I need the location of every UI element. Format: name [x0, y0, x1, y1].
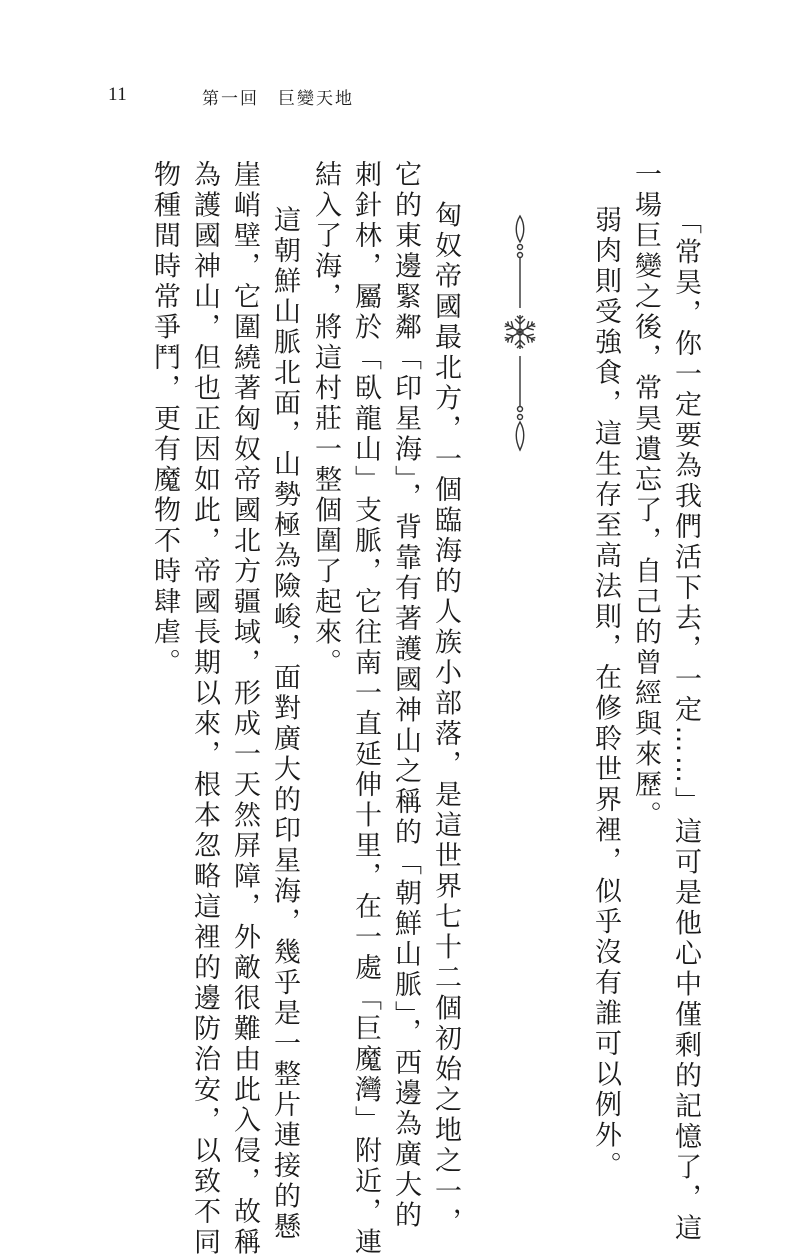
text-column: 匈奴帝國最北方，一個臨海的人族小部落，是這世界七十二個初始之地之一，	[430, 170, 461, 1238]
page-number: 11	[108, 84, 128, 105]
page-header	[0, 84, 800, 114]
snowflake-divider-icon	[497, 212, 543, 456]
text-column: 它的東邊緊鄰「印星海」，背靠有著護國神山之稱的「朝鮮山脈」，西邊為廣大的	[390, 160, 421, 1231]
text-column: 物種間時常爭鬥，更有魔物不時肆虐。	[149, 160, 180, 679]
text-column: 為護國神山，但也正因如此，帝國長期以來，根本忽略這裡的邊防治安，以致不同	[189, 160, 220, 1258]
text-column: 「常昊，你一定要為我們活下去，一定……」這可是他心中僅剩的記憶了，這	[670, 207, 701, 1244]
text-column: 弱肉則受強食，這生存至高法則，在修聆世界裡，似乎沒有誰可以例外。	[590, 175, 621, 1182]
chapter-title: 第一回 巨變天地	[202, 89, 354, 109]
text-column: 刺針林，屬於「臥龍山」支脈，它往南一直延伸十里，在一處「巨魔灣」附近，連	[350, 160, 381, 1258]
text-column: 崖峭壁，它圍繞著匈奴帝國北方疆域，形成一天然屏障，外敵很難由此入侵，故稱	[229, 160, 260, 1258]
text-column: 結入了海，將這村莊一整個圍了起來。	[310, 160, 341, 679]
text-column: 一場巨變之後，常昊遺忘了，自己的曾經與來歷。	[630, 160, 661, 831]
text-column: 這朝鮮山脈北面，山勢極為險峻，面對廣大的印星海，幾乎是一整片連接的懸	[269, 175, 300, 1243]
